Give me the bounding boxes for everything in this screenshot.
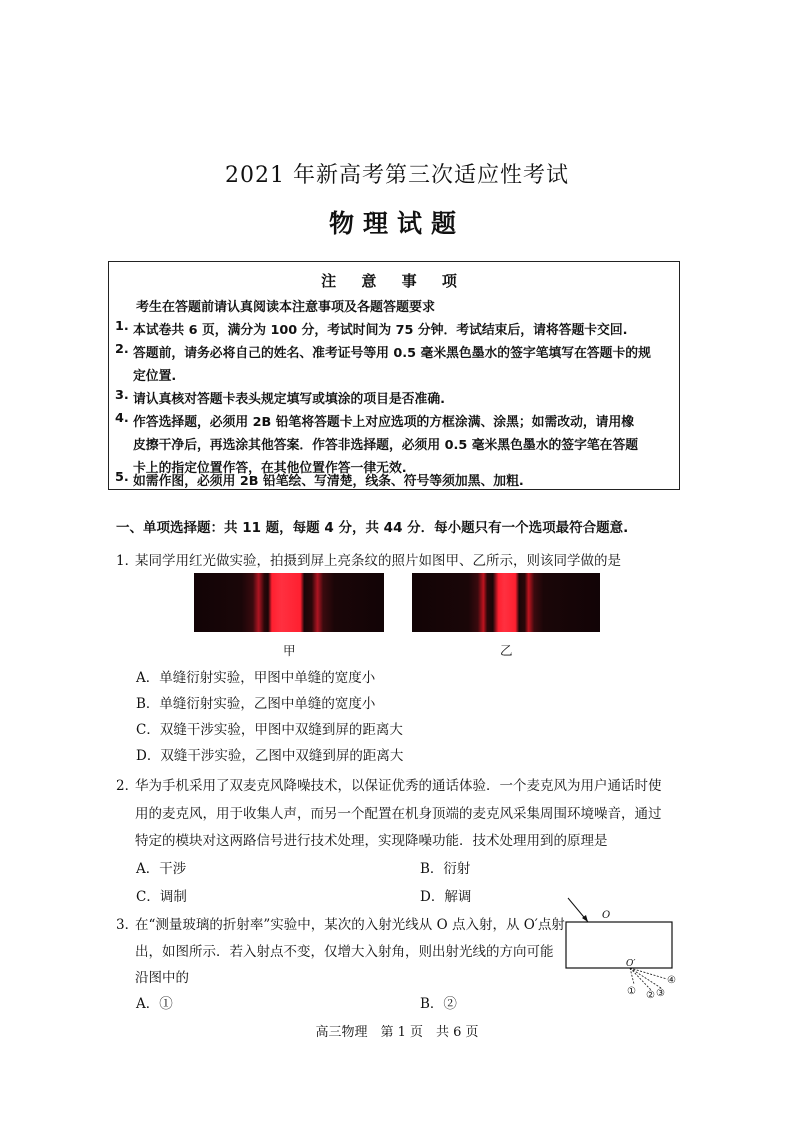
q2-number: 2．	[116, 778, 139, 794]
q3-option-a: A．①	[136, 996, 173, 1012]
subject-title: 物理试题	[328, 209, 465, 238]
q2-line: 特定的模块对这两路信号进行技术处理，实现降噪功能．技术处理用到的原理是	[135, 833, 608, 849]
notice-item-4-line: 皮擦干净后，再选涂其他答案．作答非选择题，必须用 0.5 毫米黑色墨水的签字笔在答题	[133, 438, 639, 453]
q3-number: 3．	[116, 917, 139, 933]
notice-box	[108, 261, 680, 490]
q1-number: 1．	[116, 553, 139, 569]
fringe-photo-jia	[194, 573, 384, 632]
notice-item-4-line: 卡上的指定位置作答，在其他位置作答一律无效.	[133, 461, 407, 476]
notice-item-3-num: 3.	[115, 388, 129, 403]
section-heading: 一、单项选择题：共 11 题，每题 4 分，共 44 分．每小题只有一个选项最符合题意.	[116, 520, 629, 536]
notice-item-5-num: 5.	[115, 470, 129, 485]
q2-option-d: D．解调	[420, 889, 472, 905]
point-o-label: O	[602, 910, 611, 921]
ray-label-1: ①	[627, 986, 636, 997]
q1-option-c: C．双缝干涉实验，甲图中双缝到屏的距离大	[136, 722, 403, 738]
q2-option-c: C．调制	[136, 889, 187, 905]
ray-label-3: ③	[656, 988, 665, 999]
q2-line: 华为手机采用了双麦克风降噪技术，以保证优秀的通话体验．一个麦克风为用户通话时使	[135, 778, 662, 794]
notice-intro: 考生在答题前请认真阅读本注意事项及各题答题要求	[136, 300, 436, 315]
q3-line: 在“测量玻璃的折射率”实验中，某次的入射光线从 O 点入射，从 O′点射	[135, 917, 565, 933]
q1-option-b: B．单缝衍射实验，乙图中单缝的宽度小	[136, 696, 376, 712]
q1-stem: 某同学用红光做实验，拍摄到屏上亮条纹的照片如图甲、乙所示，则该同学做的是	[135, 553, 621, 569]
page-footer: 高三物理 第 1 页 共 6 页	[315, 1025, 479, 1040]
notice-item-5-line: 如需作图，必须用 2B 铅笔绘、写清楚，线条、符号等须加黑、加粗.	[133, 474, 524, 489]
notice-item-4-line: 作答选择题，必须用 2B 铅笔将答题卡上对应选项的方框涂满、涂黑；如需改动，请用橡	[133, 415, 635, 430]
notice-item-3-line: 请认真核对答题卡表头规定填写或填涂的项目是否准确.	[133, 392, 445, 407]
q3-option-b: B．②	[420, 996, 457, 1012]
fringe-photo-yi	[412, 573, 600, 632]
q1-option-a: A．单缝衍射实验，甲图中单缝的宽度小	[136, 670, 376, 686]
q2-line: 用的麦克风，用于收集人声，而另一个配置在机身顶端的麦克风采集周围环境噪音，通过	[135, 806, 662, 822]
q3-line: 出，如图所示．若入射点不变，仅增大入射角，则出射光线的方向可能	[135, 944, 554, 960]
notice-item-2-line: 定位置.	[133, 369, 177, 384]
ray-label-2: ②	[646, 990, 655, 1001]
glass-block	[566, 922, 672, 968]
notice-item-2-num: 2.	[115, 342, 129, 357]
notice-item-1-line: 本试卷共 6 页，满分为 100 分，考试时间为 75 分钟．考试结束后，请将答题卡交回.	[133, 323, 628, 338]
label-yi: 乙	[500, 643, 513, 658]
q2-option-a: A．干涉	[136, 861, 187, 877]
notice-item-1-num: 1.	[115, 319, 129, 334]
q1-option-d: D．双缝干涉实验，乙图中双缝到屏的距离大	[136, 748, 404, 764]
refraction-diagram	[558, 892, 688, 1002]
notice-item-2-line: 答题前，请务必将自己的姓名、准考证号等用 0.5 毫米黑色墨水的签字笔填写在答题卡的规	[133, 346, 651, 361]
ray-3	[630, 968, 661, 988]
notice-item-4-num: 4.	[115, 411, 129, 426]
label-jia: 甲	[283, 643, 296, 658]
point-o-prime-label: O′	[626, 959, 636, 969]
notice-heading: 注 意 事 项	[321, 272, 467, 290]
exam-title: 2021 年新高考第三次适应性考试	[225, 163, 569, 188]
ray-label-4: ④	[667, 975, 676, 986]
q2-option-b: B．衍射	[420, 861, 471, 877]
q3-line: 沿图中的	[135, 970, 189, 986]
